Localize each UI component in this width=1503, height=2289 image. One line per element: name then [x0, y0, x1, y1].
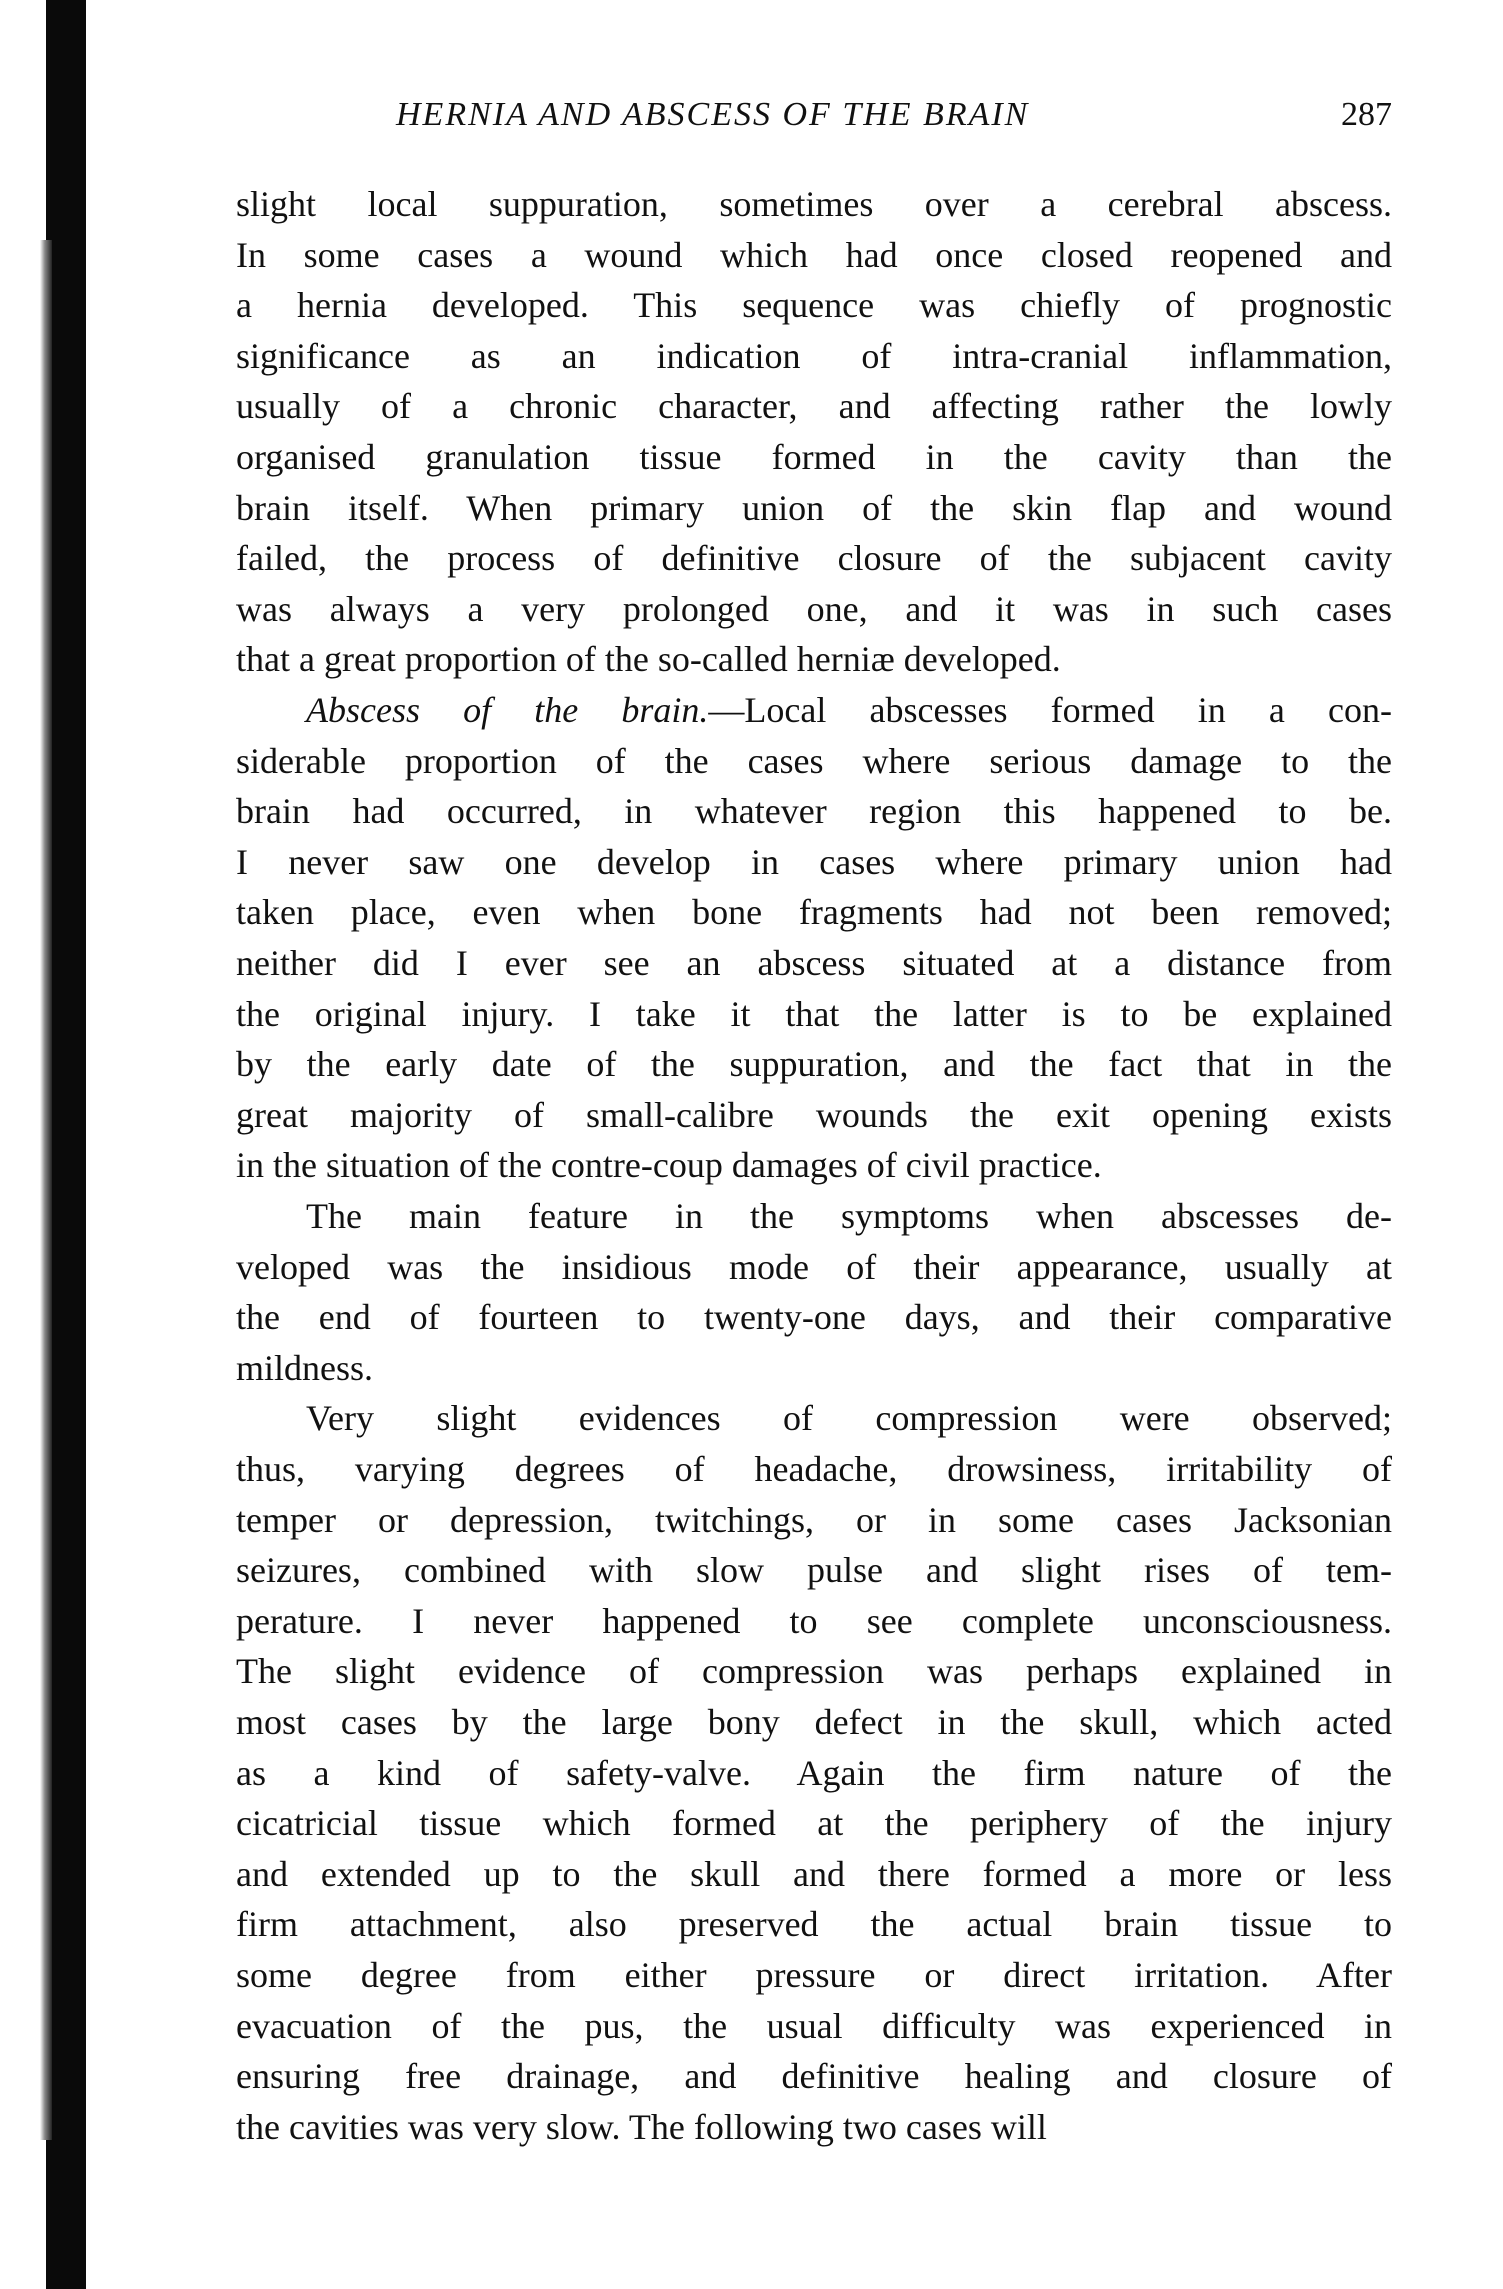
text-line: veloped was the insidious mode of their appearance, usually at: [236, 1246, 1392, 1287]
text-line: cicatricial tissue which formed at the periphery of the injury: [236, 1803, 1392, 1844]
text-line: a hernia developed. This sequence was chiefly of prognostic: [236, 285, 1392, 326]
text-line: usually of a chronic character, and affecting rather the lowly: [236, 386, 1392, 427]
page-header: [236, 96, 1392, 140]
text-line: was always a very prolonged one, and it was in such cases: [236, 588, 1392, 629]
text-line: The slight evidence of compression was perhaps explained in: [236, 1651, 1392, 1692]
running-title: HERNIA AND ABSCESS OF THE BRAIN: [396, 96, 1030, 133]
text-line: failed, the process of definitive closure of the subjacent cavity: [236, 538, 1392, 579]
binding-shadow: [40, 240, 52, 2140]
text-line: neither did I ever see an abscess situated at a distance from: [236, 943, 1392, 983]
text-line: slight local suppuration, sometimes over a cerebral abscess.: [236, 184, 1392, 224]
text-line: thus, varying degrees of headache, drowsiness, irritability of: [236, 1449, 1392, 1489]
text-line: [306, 685, 1392, 735]
text-line: some degree from either pressure or direct irritation. After: [236, 1955, 1392, 1995]
text-line: siderable proportion of the cases where serious damage to the: [236, 740, 1392, 781]
book-binding-edge: [46, 0, 86, 2289]
text-line: significance as an indication of intra-cranial inflammation,: [236, 335, 1392, 376]
text-line: ensuring free drainage, and definitive healing and closure of: [236, 2056, 1392, 2097]
text-line: the original injury. I take it that the latter is to be explained: [236, 993, 1392, 1034]
text-line: the cavities was very slow. The following two cases will: [236, 2106, 1047, 2147]
section-heading: Abscess of the brain.: [306, 690, 709, 730]
text-line: firm attachment, also preserved the actual brain tissue to: [236, 1904, 1392, 1945]
text-line: brain itself. When primary union of the skin flap and wound: [236, 487, 1392, 528]
text-line: by the early date of the suppuration, and the fact that in the: [236, 1044, 1392, 1085]
text-line: great majority of small-calibre wounds the exit opening exists: [236, 1094, 1392, 1135]
text-line: seizures, combined with slow pulse and slight rises of tem-: [236, 1550, 1392, 1591]
page-number: 287: [1341, 96, 1392, 133]
text-line: most cases by the large bony defect in the skull, which acted: [236, 1702, 1392, 1742]
text-line: perature. I never happened to see complete unconsciousness.: [236, 1600, 1392, 1641]
text-line: I never saw one develop in cases where primary union had: [236, 841, 1392, 882]
text-line: as a kind of safety-valve. Again the firm nature of the: [236, 1752, 1392, 1793]
text-line: the end of fourteen to twenty-one days, and their comparative: [236, 1297, 1392, 1338]
text-line: evacuation of the pus, the usual difficulty was experienced in: [236, 2005, 1392, 2046]
text-line: temper or depression, twitchings, or in some cases Jacksonian: [236, 1499, 1392, 1540]
text-line: In some cases a wound which had once closed reopened and: [236, 234, 1392, 275]
text-line: that a great proportion of the so-called herniæ developed.: [236, 639, 1061, 680]
text-line: and extended up to the skull and there formed a more or less: [236, 1853, 1392, 1894]
text-line: The main feature in the symptoms when abscesses de-: [306, 1196, 1392, 1236]
text-line: Very slight evidences of compression were observed;: [306, 1398, 1392, 1439]
text-line: brain had occurred, in whatever region this happened to be.: [236, 791, 1392, 832]
text-line: taken place, even when bone fragments had not been removed;: [236, 892, 1392, 933]
text-line: mildness.: [236, 1347, 374, 1388]
text-line: organised granulation tissue formed in the cavity than the: [236, 437, 1392, 477]
line-text: —Local abscesses formed in a con-: [708, 690, 1392, 730]
text-line: in the situation of the contre-coup damages of civil practice.: [236, 1145, 1102, 1186]
